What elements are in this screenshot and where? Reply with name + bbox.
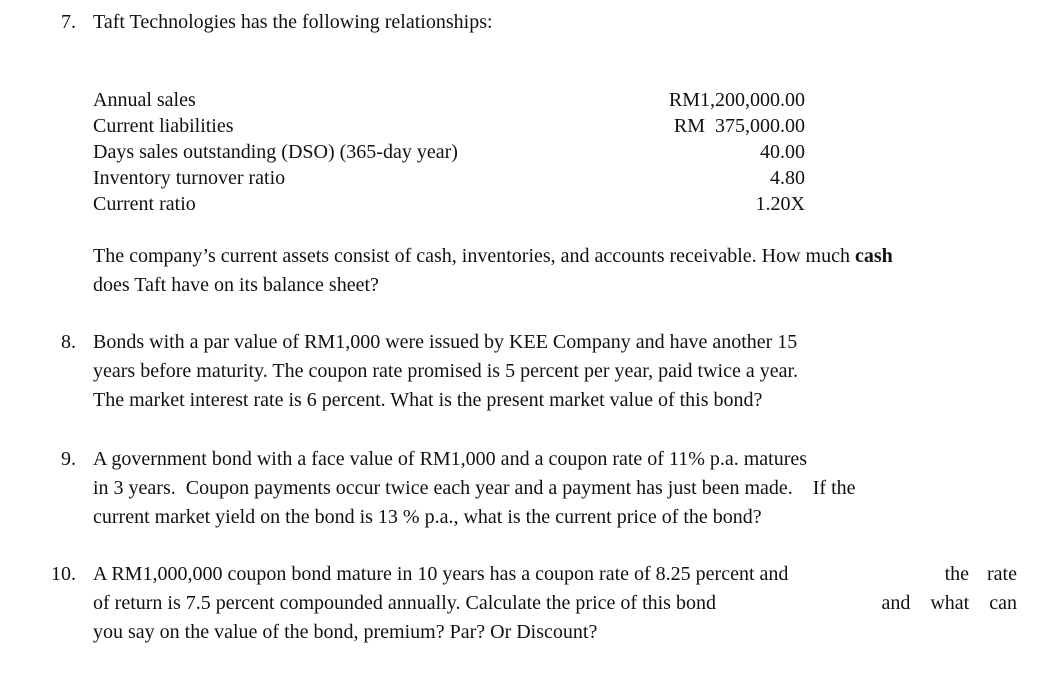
question-text-line: years before maturity. The coupon rate promised is 5 percent per year, paid twice a year. (93, 360, 799, 382)
row-value: RM1,200,000.00 (668, 89, 805, 111)
question-intro: Taft Technologies has the following relationships: (93, 11, 493, 33)
row-label: Current ratio (93, 193, 196, 215)
row-value: RM 375,000.00 (673, 115, 805, 137)
question-text-line: Bonds with a par value of RM1,000 were issued by KEE Company and have another 15 (93, 331, 798, 353)
row-value: 40.00 (760, 141, 805, 163)
question-text-line: in 3 years. Coupon payments occur twice each year and a payment has just been made. If the (93, 477, 856, 499)
question-number: 10. (51, 563, 76, 585)
data-row (93, 113, 805, 139)
question-number: 7. (61, 11, 76, 33)
row-value: 4.80 (770, 167, 805, 189)
question-number: 9. (61, 448, 76, 470)
row-label: Current liabilities (93, 115, 234, 137)
question-text-line: you say on the value of the bond, premium? Par? Or Discount? (93, 621, 598, 643)
row-label: Days sales outstanding (DSO) (365-day year) (93, 141, 458, 163)
question-number: 8. (61, 331, 76, 353)
question-text-line: The company’s current assets consist of cash, inventories, and accounts receivable. How much cash (93, 245, 893, 267)
question-text-line: current market yield on the bond is 13 % p.a., what is the current price of the bond? (93, 506, 762, 528)
question-text-line: A government bond with a face value of RM1,000 and a coupon rate of 11% p.a. matures (93, 448, 808, 470)
question-text-line: does Taft have on its balance sheet? (93, 274, 379, 296)
question-text-line: The market interest rate is 6 percent. What is the present market value of this bond? (93, 389, 763, 411)
emphasis-cash: cash (854, 245, 893, 267)
question-text-line: of return is 7.5 percent compounded annually. Calculate the price of this bond and what can (93, 592, 1017, 614)
row-label: Inventory turnover ratio (93, 167, 286, 189)
row-label: Annual sales (93, 89, 196, 111)
row-value: 1.20X (755, 193, 805, 215)
data-row (93, 139, 805, 165)
data-row (93, 87, 805, 113)
data-row (93, 165, 805, 191)
question-text-line: A RM1,000,000 coupon bond mature in 10 years has a coupon rate of 8.25 percent and the rate (93, 563, 1017, 585)
data-row (93, 191, 805, 217)
